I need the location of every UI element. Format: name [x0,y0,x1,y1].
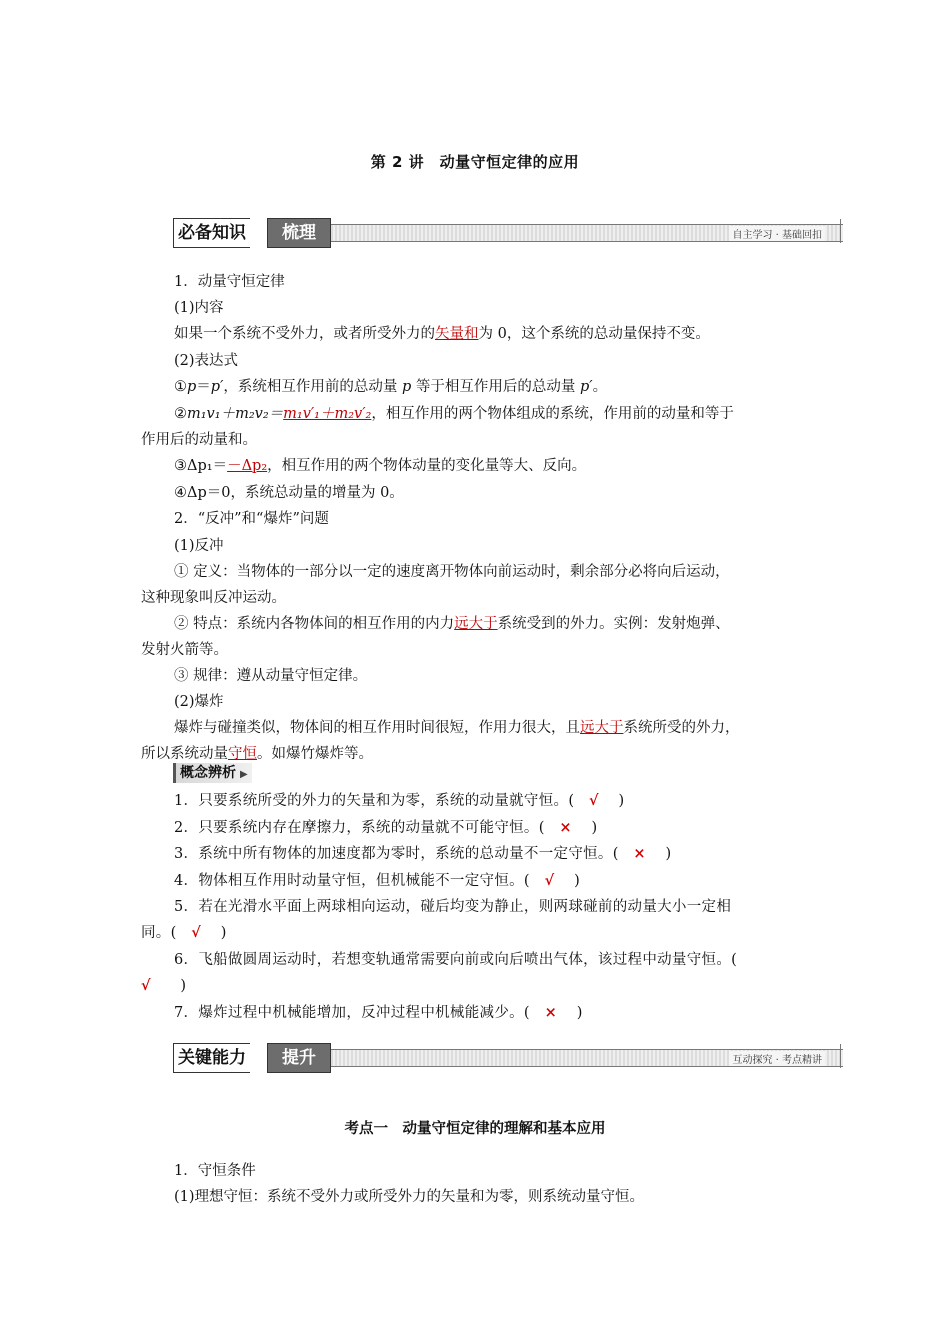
banner-right-label: 提升 [267,1043,331,1073]
answer-blank: 矢量和 [435,326,479,342]
check-mark-icon: √ [141,977,151,994]
answer-blank: 远大于 [454,616,498,632]
heading-momentum-law: 1．动量守恒定律 [174,274,285,290]
judge-item-6: 6．飞船做圆周运动时，若想变轨通常需要向前或向后喷出气体，该过程中动量守恒。( [174,952,738,968]
sub-content: (1)内容 [174,300,224,316]
recoil-definition: ① 定义：当物体的一部分以一定的速度离开物体向前运动时，剩余部分必将向后运动， [174,564,730,580]
item-end: ) [665,846,672,862]
answer-blank: －Δp₂ [227,458,268,474]
text: ＝ [196,379,211,395]
arrow-icon: ▶ [240,769,248,780]
text: 为 0，这个系统的总动量保持不变。 [478,326,710,342]
cross-mark-icon: × [633,845,646,862]
text: 爆炸与碰撞类似，物体间的相互作用时间很短，作用力很大，且 [174,720,580,736]
item-end: ) [591,820,598,836]
check-mark-icon: √ [589,792,599,809]
text: 。 [592,379,608,395]
concept-analysis-label [173,763,252,783]
banner-tick [840,1044,841,1068]
item-text: 同。( [141,925,177,941]
text: 如果一个系统不受外力，或者所受外力的 [174,326,435,342]
symbol: p [187,379,197,395]
text: 系统受到的外力。实例：发射炮弹、 [497,616,730,632]
answer-blank: m₁v′₁＋m₂v′₂ [283,406,372,422]
heading-recoil-explosion: 2．“反冲”和“爆炸”问题 [174,511,329,527]
expression-4: ④Δp＝0，系统总动量的增量为 0。 [174,485,404,501]
item-text: 2．只要系统内存在摩擦力，系统的动量就不可能守恒。( [174,820,545,836]
item-end: ) [576,1005,583,1021]
answer-blank: 远大于 [580,720,624,736]
page-title: 第 2 讲 动量守恒定律的应用 [370,153,580,171]
text: 所以系统动量 [141,746,228,762]
banner-right-label: 梳理 [267,218,331,248]
section-title: 考点一 动量守恒定律的理解和基本应用 [344,1121,606,1137]
cross-mark-icon: × [559,819,572,836]
text: ② 特点：系统内各物体间的相互作用的内力 [174,616,455,632]
check-mark-icon: √ [544,872,555,889]
text: ① [174,379,187,395]
text: ③Δp₁＝ [174,458,228,474]
item-text: 7．爆炸过程中机械能增加，反冲过程中机械能减少。( [174,1005,530,1021]
item-text: 4．物体相互作用时动量守恒，但机械能不一定守恒。( [174,873,530,889]
formula: m₁v₁＋m₂v₂＝ [187,406,284,422]
text: ，相互作用的两个物体动量的变化量等大、反向。 [267,458,587,474]
banner-tick [840,219,841,243]
answer-blank: 守恒 [228,746,257,762]
text: ② [174,406,187,422]
text: 系统所受的外力， [623,720,740,736]
item-end: ) [618,793,625,809]
expression-1 [174,377,854,397]
sub-expression: (2)表达式 [174,353,239,369]
explosion-text [174,718,854,738]
recoil-feature [174,614,854,634]
text: ，系统相互作用前的总动量 [223,379,402,395]
judge-item-5-cont [141,923,821,943]
text: 。如爆竹爆炸等。 [257,746,373,762]
symbol: p′ [580,379,593,395]
recoil-definition-cont: 这种现象叫反冲运动。 [141,590,286,606]
explosion-text-cont [141,744,821,764]
sub-recoil: (1)反冲 [174,538,224,554]
banner-left-label: 必备知识 [173,218,250,248]
banner-tag: 自主学习 · 基础回扣 [729,226,825,241]
banner-tag: 互动探究 · 考点精讲 [729,1051,825,1066]
item-text: 1．只要系统所受的外力的矢量和为零，系统的动量就守恒。( [174,793,575,809]
symbol: p [401,379,412,395]
judge-item-6-cont [141,976,821,996]
content-line [174,324,854,344]
cross-mark-icon: × [544,1004,558,1021]
judge-item-4 [174,871,854,891]
judge-item-5: 5．若在光滑水平面上两球相向运动，碰后均变为静止，则两球碰前的动量大小一定相 [174,899,732,915]
recoil-rule: ③ 规律：遵从动量守恒定律。 [174,668,368,684]
recoil-feature-cont: 发射火箭等。 [141,642,228,658]
item-text: 3．系统中所有物体的加速度都为零时，系统的总动量不一定守恒。( [174,846,619,862]
item-end: ) [180,978,187,994]
item-end: ) [220,925,227,941]
banner-left-label: 关键能力 [173,1043,250,1073]
expression-2 [174,404,854,424]
text: ，相互作用的两个物体组成的系统，作用前的动量和等于 [371,406,734,422]
section-banner-knowledge [173,217,843,247]
item-end: ) [574,873,581,889]
judge-item-2 [174,818,854,838]
judge-item-7 [174,1003,854,1023]
symbol: p′ [210,379,224,395]
section-banner-ability [173,1042,843,1072]
heading-conservation-condition: 1．守恒条件 [174,1163,256,1179]
expression-3 [174,456,854,476]
text: 等于相互作用后的总动量 [411,379,580,395]
concept-label-text: 概念辨析 [180,765,236,781]
judge-item-1 [174,791,854,811]
sub-explosion: (2)爆炸 [174,694,224,710]
judge-item-3 [174,844,854,864]
ideal-conservation: (1)理想守恒：系统不受外力或所受外力的矢量和为零，则系统动量守恒。 [174,1189,645,1205]
check-mark-icon: √ [191,924,202,941]
expression-2-cont: 作用后的动量和。 [141,432,257,448]
